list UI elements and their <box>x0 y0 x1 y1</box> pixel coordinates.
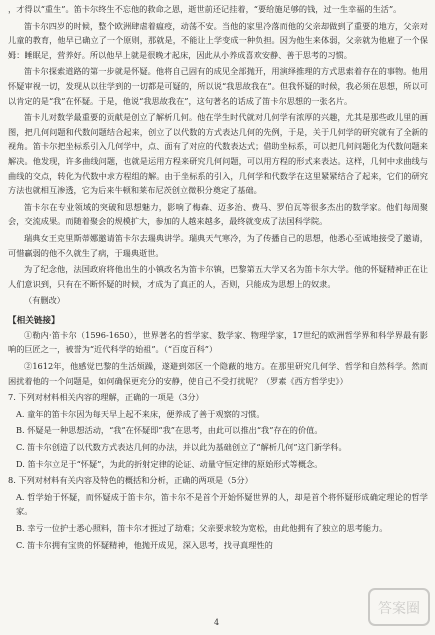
question-option: C. 笛卡尔拥有宝贵的怀疑精神，他抛开成见，深入思考，找寻真理性的 <box>16 539 273 550</box>
question-option: D. 笛卡尔立足于“怀疑”，为此的折射定律的论证、动量守恒定律的原始形式等概念。 <box>16 458 323 469</box>
paragraph: 笛卡尔探索道路的第一步就是怀疑。他将自己固有的成见全部抛开，用演绎推理的方式思索着存在的事物。他用怀疑审视一切，发现从以往学到的一切都是可疑的，所以说“我思故我在”。但我怀疑的时候，我必须在思想，所以可以肯定的是“我”在怀疑。于是，他说“我思故我在”，这句著名的话成了笛卡尔思想的一张名片。 <box>8 66 428 106</box>
document-page <box>8 2 428 554</box>
question-option: C. 笛卡尔创造了以代数方式表达几何的办法，并以此为基础创立了“解析几何”这门新学科。 <box>16 442 347 453</box>
source-note: （有删改） <box>24 295 65 306</box>
watermark-logo-icon <box>367 583 431 631</box>
paragraph: ，才得以“重生”。笛卡尔终生不忘他的救命之恩，逝世前还记挂着，“要给施足够的钱，过一生幸福的生活”。 <box>8 4 402 14</box>
paragraph: 瑞典女王克里斯蒂娜邀请笛卡尔去瑞典讲学。瑞典天气寒冷，为了传播自己的思想，他悉心至诚地接受了邀请，可惜贏弱的他不久就生了病，于瑞典逝世。 <box>8 232 428 258</box>
paragraph: 笛卡尔在专业领域的突破和思想魅力，影响了梅森、迈多治、费马、罗伯瓦等很多杰出的数学家。他们每周聚会，交流成果。而随着聚会的规模扩大，参加的人越来越多，最终就变成了法国科学院。 <box>8 201 428 227</box>
paragraph: 笛卡儿对数学最重要的贡献是创立了解析几何。他在学生时代就对几何学有浓厚的兴趣，尤其是那些政儿里的画图，把几何问题和代数问题结合起来，创立了以代数的方式表达几何的先例，于是，关于几何学的研究就有了全新的视角。笛卡尔把坐标系引入几何学中，点、面有了对应的代数表达式；借助坐标系，可以把几何问题化为代数问题来解决。他发现，许多曲线问题，也就是运用方程来研究几何问题，可以用方程的形式来表达。这样，几何中求曲线与曲线的交点，转化为代数中求方程组的解。由于坐标系的引入，几何学和代数学在这里紧紧结合了起来，它们的研究方法也就相互渗透，它为后来牛顿和莱布尼茨创立微积分奠定了基础。 <box>8 112 428 196</box>
question-option: B. 怀疑是一种思想活动，“我”在怀疑即“我”在思考，由此可以推出“我”存在的价值。 <box>16 425 323 436</box>
related-link-item: ①勒内·笛卡尔（1596-1650），世界著名的哲学家、数学家、物理学家，17世纪的欧洲哲学界和科学界最有影响的巨匠之一，被誉为“近代科学的始祖”。（“百度百科”） <box>8 329 428 355</box>
paragraph: 笛卡尔四岁的时候，整个欧洲肆虐着瘟疫，动荡不安。当他的家里冷落而他的父亲却做到了重要的地方，父亲对儿童的教育，他早已确立了一个原则，那就是，不能让上学变成一种负担。因为他生来体弱，父亲就为他雇了一个保姆：睡眠足，营养好。所以他早上就是很晚才起床，因此从小养成喜欢安静、善于思考的习惯。 <box>8 20 428 60</box>
question-option: A. 哲学始于怀疑，而怀疑成于笛卡尔，笛卡尔不是首个开始怀疑世界的人，却是首个将怀疑形成确定理论的哲学家。 <box>16 491 428 517</box>
watermark-text: 答案圈 <box>378 601 420 617</box>
question-option: A. 童年的笛卡尔因为每天早上起不来床，便养成了善于观察的习惯。 <box>16 408 265 419</box>
question-option: B. 幸亏一位护士悉心照料，笛卡尔才捱过了劫难；父亲要求较为宽松，由此他拥有了独立的思考能力。 <box>16 523 388 533</box>
question-stem: 7. 下列对材料相关内容的理解，正确的一项是（3分） <box>8 392 204 403</box>
question-stem: 8. 下列对材料有关内容及特色的概括和分析，正确的两项是（5分） <box>8 475 253 486</box>
paragraph: 为了纪念他，法国政府将他出生的小镇改名为笛卡尔镇，巴黎第五大学又名为笛卡尔大学。他的怀疑精神正在让人们意识到，只有在不断怀疑的时候，才成为了真正的人，否则，只能成为思想上的奴隶。 <box>8 264 428 289</box>
related-link-item: ②1612年，他感觉巴黎的生活烦躁，遂避到郊区一个隐蔽的地方。在那里研究几何学、哲学和自然科学。然而困扰着他的一个问题是，如何确保更充分的安静，使自己不受打扰呢？（罗素《西方哲学史》） <box>8 361 428 386</box>
page-number: 4 <box>214 618 220 627</box>
related-links-heading: 【相关链接】 <box>8 315 60 326</box>
